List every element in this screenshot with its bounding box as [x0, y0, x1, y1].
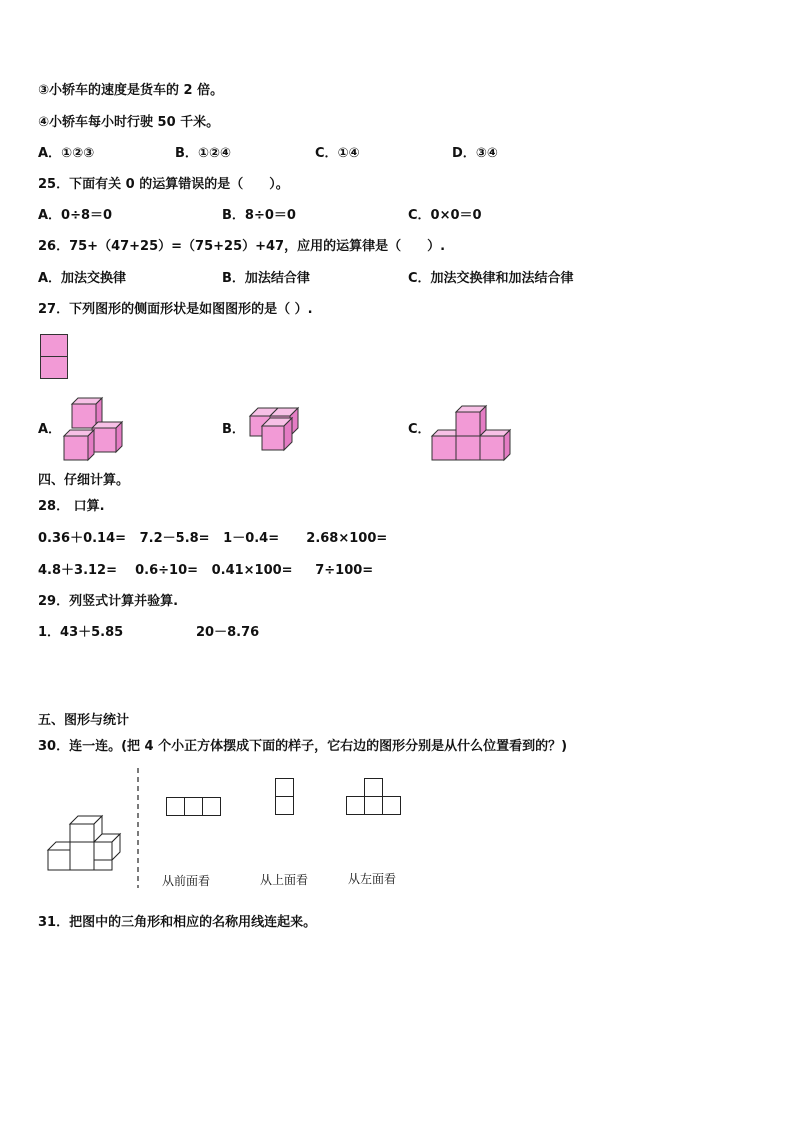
- q25-option-c[interactable]: C．0×0＝0: [408, 208, 482, 223]
- q26-option-c[interactable]: C．加法交换律和加法结合律: [408, 271, 574, 286]
- cube-figure-b[interactable]: [246, 404, 304, 456]
- side-view-square-top: [41, 335, 68, 357]
- statement-3: ③小轿车的速度是货车的 2 倍。: [38, 83, 224, 98]
- side-view-square-bottom: [41, 357, 68, 379]
- question-25: 25．下面有关 0 的运算错误的是（ ）。: [38, 177, 289, 192]
- question-29: 29．列竖式计算并验算.: [38, 594, 179, 609]
- side-view-figure: [40, 334, 68, 380]
- q24-option-a[interactable]: A．①②③: [38, 146, 95, 161]
- question-27: 27．下列图形的侧面形状是如图图形的是（ ）.: [38, 302, 313, 317]
- view-three-in-row[interactable]: [166, 797, 222, 817]
- q26-option-b[interactable]: B．加法结合律: [222, 271, 310, 286]
- statement-4: ④小轿车每小时行驶 50 千米。: [38, 115, 220, 130]
- q27-option-b[interactable]: B．: [222, 422, 245, 437]
- calc-row-1: 0.36＋0.14= 7.2－5.8= 1－0.4= 2.68×100=: [38, 531, 388, 546]
- question-31: 31．把图中的三角形和相应的名称用线连起来。: [38, 915, 317, 930]
- q26-option-a[interactable]: A．加法交换律: [38, 271, 127, 286]
- caption-left-view[interactable]: 从左面看: [348, 872, 397, 886]
- cube-a-right: [92, 422, 122, 452]
- q29-item-1: 1．43＋5.85: [38, 625, 124, 640]
- q29-item-2: 20－8.76: [196, 625, 260, 640]
- caption-front-view[interactable]: 从前面看: [162, 874, 211, 888]
- q24-option-b[interactable]: B．①②④: [175, 146, 231, 161]
- question-26: 26．75+（47+25）=（75+25）+47，应用的运算律是（ ）.: [38, 239, 446, 254]
- calc-row-2: 4.8＋3.12= 0.6÷10= 0.41×100= 7÷100=: [38, 563, 374, 578]
- q24-option-c[interactable]: C．①④: [315, 146, 360, 161]
- section-5-heading: 五、图形与统计: [38, 713, 130, 728]
- q27-option-a[interactable]: A．: [38, 422, 62, 437]
- q25-option-b[interactable]: B．8÷0＝0: [222, 208, 296, 223]
- q24-option-d[interactable]: D．③④: [452, 146, 498, 161]
- cube-figure-c[interactable]: [432, 402, 512, 460]
- cube-b-front: [262, 418, 292, 450]
- question-28: 28． 口算.: [38, 499, 105, 514]
- view-t-shape[interactable]: [346, 778, 402, 816]
- question-30: 30．连一连。(把 4 个小正方体摆成下面的样子，它右边的图形分别是从什么位置看到的？): [38, 739, 568, 754]
- cube-figure-a[interactable]: [62, 398, 128, 462]
- dashed-divider: [136, 768, 140, 888]
- q27-option-c[interactable]: C．: [408, 422, 431, 437]
- q25-option-a[interactable]: A．0÷8＝0: [38, 208, 113, 223]
- cube-a-front: [64, 430, 94, 460]
- view-two-stacked[interactable]: [275, 778, 295, 816]
- cube-c-top: [456, 406, 486, 436]
- caption-top-view[interactable]: 从上面看: [260, 873, 309, 887]
- section-4-heading: 四、仔细计算。: [38, 473, 130, 488]
- cube-arrangement-figure: [46, 814, 124, 874]
